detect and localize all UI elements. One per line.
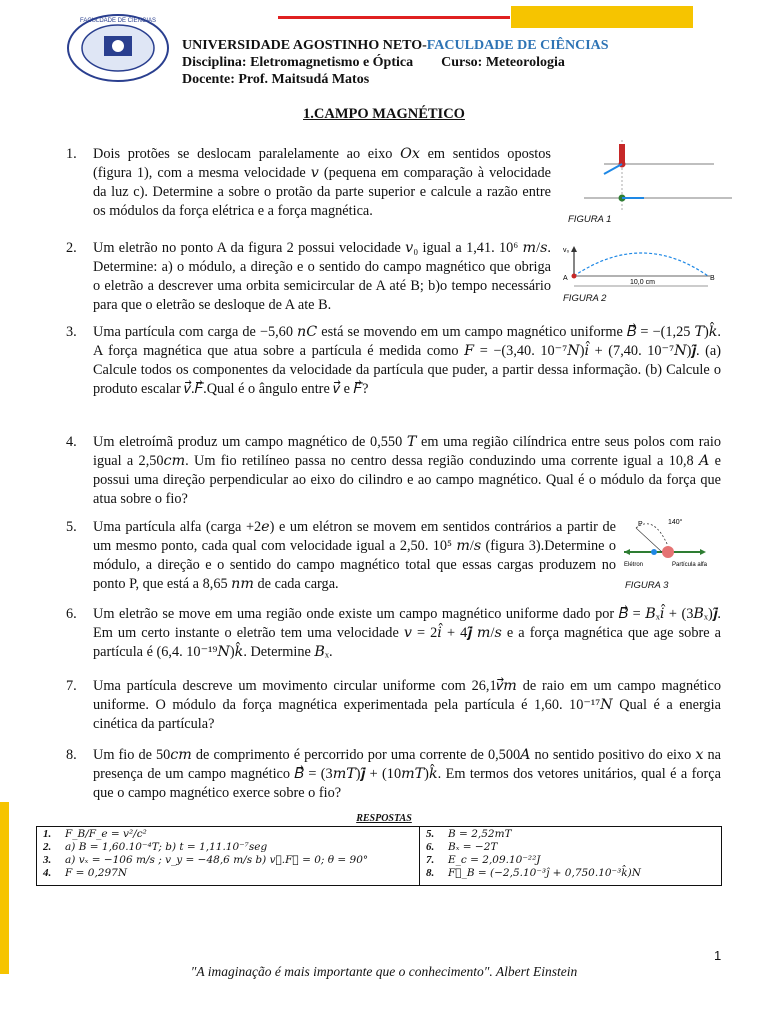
answer-item: 6. Bₓ = −2T [426,841,498,853]
discipline-line: Disciplina: Eletromagnetismo e Óptica Curso: Meteorologia [182,55,565,70]
figure-3-diagram [624,516,724,574]
answers-right-cell [420,827,722,886]
teacher-line: Docente: Prof. Maitsudá Matos [182,72,370,87]
figure-3-p: P [638,521,643,528]
figure-2-v0: v₀ [563,247,570,254]
figure-2-diagram [560,238,720,294]
page-number: 1 [714,948,722,963]
answer-item: 4. F = 0,297N [43,867,128,879]
question-8: 8. Um fio de 50𝑐𝑚 de comprimento é percorrido por uma corrente de 0,500𝐴 no sentido positivo do eixo 𝑥 na presença de um campo magnético 𝐵⃗ = (3𝑚𝑇)𝒋̂ + (10𝑚𝑇)𝑘̂. Em termos dos vetores unitários, qual é a força que o campo magnético exerce sobre o fio? [66,747,721,801]
answer-item: 2. a) B = 1,60.10⁻⁴T; b) t = 1,11.10⁻⁷seg [43,841,268,853]
answer-item: 7. E_c = 2,09.10⁻²²J [426,854,541,866]
question-3: 3. Uma partícula com carga de −5,60 𝑛𝐶 está se movendo em um campo magnético uniforme 𝐵⃗ = −(1,25 𝑇)𝑘̂. A força magnética que atua sobre a partícula é medida como 𝐹 = −(3,40. 10⁻⁷𝑁)𝑖̂ + (7,40. 10⁻⁷𝑁)𝒋̂. (a) Calcule todos os componentes da velocidade da partícula que puder, a partir dessa informação. (b) Calcule o produto escalar 𝑣⃗.𝐹⃗.Qual é o ângulo entre 𝑣⃗ e 𝐹⃗? [66,324,721,397]
answer-item: 1. F_B/F_e = v²/c² [43,828,147,840]
question-7: 7. Uma partícula descreve um movimento circular uniforme com 26,1𝑣⃗𝑚 de raio em um campo magnético uniforme. O módulo da força magnética experimentada pela partícula é 1,60. 10⁻¹⁷𝑁 Qual é a energia cinética da partícula? [66,678,721,732]
question-1: 1. Dois protões se deslocam paralelamente ao eixo 𝑂𝑥 em sentidos opostos (figura 1), com a mesma velocidade 𝑣 (pequena em comparação à velocidade da luz c). Determine a sobre o protão da parte superior e calcule a razão entre os módulos da força elétrica e a força magnética. [66,146,551,219]
page-title: 1.CAMPO MAGNÉTICO [303,106,465,122]
university-name: UNIVERSIDADE AGOSTINHO NETO-FACULDADE DE CIÊNCIAS [182,38,609,53]
figure-3-angle: 140° [668,519,683,526]
figure-1-diagram [584,136,734,222]
question-4: 4. Um eletroímã produz um campo magnético de 0,550 𝑇 em uma região cilíndrica entre seus polos com raio igual a 2,50𝑐𝑚. Um fio retilíneo passa no centro dessa região conduzindo uma corrente igual a 10,8 𝐴 e possui uma direção perpendicular ao eixo do cilindro e ao campo magnético. Qual é o módulo da força que atua sobre o fio? [66,434,721,507]
faculty-name: FACULDADE DE CIÊNCIAS [426,38,609,53]
question-2: 2. Um eletrão no ponto A da figura 2 possui velocidade 𝑣₀ igual a 1,41. 10⁶ 𝑚/𝑠. Determine: a) o módulo, a direção e o sentido do campo magnético que obriga o eletrão a descrever uma orbita semicircular de A até B; b)o tempo necessário para que o eletrão se desloque de A ate B. [66,240,551,313]
answers-left-cell [37,827,420,886]
question-6: 6. Um eletrão se move em uma região onde existe um campo magnético uniforme dado por 𝐵⃗ = 𝐵ₓ𝑖̂ + (3𝐵ₓ)𝒋̂. Em um certo instante o eletrão tem uma velocidade 𝑣 = 2𝑖̂ + 4𝒋̂ 𝑚/𝑠 e a força magnética que age sobre a partícula é (6,4. 10⁻¹⁹𝑁)𝑘̂. Determine 𝐵ₓ. [66,606,721,660]
answer-item: 3. a) vₓ = −106 m/s ; v_y = −48,6 m/s b) v⃗.F⃗ = 0; θ = 90° [43,854,369,866]
figure-1-label: FIGURA 1 [568,214,612,225]
figure-3-label: FIGURA 3 [625,580,669,591]
footer-quote: ″A imaginação é mais importante que o conhecimento″. Albert Einstein [190,964,578,979]
side-gold-bar [0,802,9,974]
figure-2-a: A [563,275,568,282]
figure-3-alpha: Partícula alfa [672,562,708,568]
figure-2-label: FIGURA 2 [563,293,607,304]
figure-3-electron: Elétron [624,562,644,568]
header-red-line [278,16,510,19]
answer-item: 8. F⃗_B = (−2,5.10⁻³ĵ + 0,750.10⁻³k̂)N [426,867,641,879]
logo-text: FACULDADE DE CIÊNCIAS [79,18,157,24]
header-gold-bar [511,6,693,28]
answers-table [36,826,722,886]
figure-2-b: B [710,275,715,282]
university-logo [64,12,172,84]
question-5: 5. Uma partícula alfa (carga +2𝑒) e um elétron se movem em sentidos contrários a partir de um mesmo ponto, cada qual com velocidade igual a 2,50. 10⁵ 𝑚/𝑠 (figura 3).Determine o módulo, a direção e o sentido do campo magnético total que essas cargas produzem no ponto P, que está a 8,65 𝑛𝑚 de cada carga. [66,519,616,592]
answers-title: RESPOSTAS [356,813,412,824]
figure-2-distance: 10,0 cm [630,279,655,286]
course-label: Curso: Meteorologia [441,55,565,70]
answer-item: 5. B = 2,52mT [426,828,512,840]
